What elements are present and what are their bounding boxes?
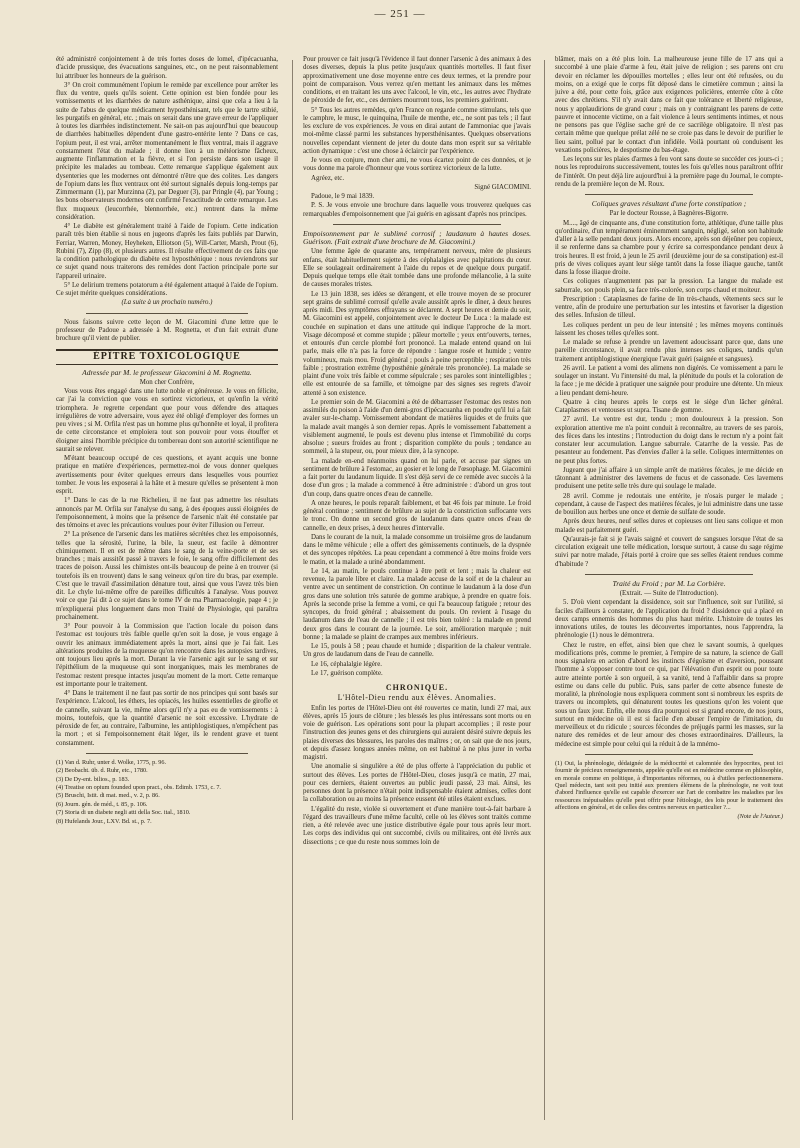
paragraph: 28 avril. Comme je redoutais une entérite, je n'osais purger le malade ; cependant, à cause de l'aspect des matières fécales, je lui administre dans une tasse de bouillon aux herbes une once et demie de sulfate de soude. — [555, 492, 783, 516]
paragraph: Après deux heures, neuf selles dures et copieuses ont lieu sans colique et mon malade est parfaitement guéri. — [555, 518, 783, 534]
paragraph: Quatre à cinq heures après le corps est le siège d'un lâcher général. Cataplasmes et ventouses ut supra. Tisane de gomme. — [555, 398, 783, 414]
footnote: (5) Bruschi, Istit. di mat. med., v. 2, p. 86. — [56, 792, 160, 800]
paragraph: Prescription : Cataplasmes de farine de lin très-chauds, vêtements secs sur le ventre, afin de produire une perturbation sur les intestins et favoriser la digestion des selles. Infusion de tilleul. — [555, 295, 783, 320]
separator — [585, 574, 753, 575]
column-3 — [555, 56, 783, 1116]
continued-note: (La suite à un prochain numéro.) — [121, 299, 213, 307]
paragraph: 4° Le diabète est généralement traité à l'aide de l'opium. Cette indication paraît très bien établie si nous en jugeons d'après les faits publiés par Darwin, Ferriar, Warren, Money, Heyheken, Elliotson (5), Will-Carter, Marsh, Prout (6), Rubini (7), Zipp (8), et plusieurs autres. Il résulte effectivement de ces faits que la condition pathologique du diabète est hyposthénique : nous reviendrons sur ce sujet quand nous traiterons des remèdes dont l'action principale porte sur l'appareil urinaire. — [56, 223, 278, 280]
case-title: Empoisonnement par le sublimé corrosif ; laudanum à hautes doses. Guérison. (Fait extrait d'une brochure de M. Giacomini.) — [303, 228, 531, 246]
paragraph: Les leçons sur les plaies d'armes à feu vont sans doute se succéder ces jours-ci ; nous les reproduirons successivement, toutes les fois qu'elles nous paraîtront offrir de l'intérêt. On peut déjà lire aujourd'hui à la première page du Journal, le compte-rendu de la première leçon de M. Roux. — [555, 156, 783, 188]
footnote: (8) Hufelands Jour., LXV. Bd. st., p. 7. — [56, 817, 152, 825]
paragraph: Une anomalie si singulière a été de plus offerte à l'appréciation du public et surtout des élèves. Les portes de l'Hôtel-Dieu, closes jusqu'à ce matin, 27 mai, pour ces derniers, étaient ouvertes au public jeudi passé, 23 mai. Ainsi, les personnes dont la présence n'était point indispensable étaient admises, celles dont la collaboration ou au moins la présence eussent été utiles étaient exclues. — [303, 763, 531, 804]
footnote-attribution: (Note de l'Auteur.) — [737, 812, 783, 820]
paragraph: M...., âgé de cinquante ans, d'une constitution forte, athlétique, d'une taille plus qu'ordinaire, d'un tempérament éminemment sanguin, négligé, selon son habitude d'aller à la selle pendant deux jours. Alors encore, après son déjeûner peu copieux, il se renferme dans sa chambre pour y écrire sa correspondance pendant deux à trois heures. Il est froid, à jeun le 25 avril (deuxième jour de sa constipation) est-il pris de vives coliques ayant leur siège tantôt dans la fosse iliaque gauche, tantôt dans la fosse iliaque droite. — [555, 219, 783, 276]
section-subtitle: (Extrait. — Suite de l'Introduction). — [619, 590, 719, 597]
footnote: (2) Beobacht. üb. d. Ruhr, etc., 1780. — [56, 767, 148, 775]
paragraph: Les coliques perdent un peu de leur intensité ; les mêmes moyens continués laissent les choses telles qu'elles sont. — [555, 321, 783, 337]
footnote: (6) Journ. gén. de méd., t. 85, p. 106. — [56, 800, 148, 808]
column-divider — [544, 60, 545, 1120]
paragraph: Jugeant que j'ai affaire à un simple arrêt de matières fécales, je me décide en tâtonnant à administrer des lavemens de fucus et de cassonade. Ces lavemens produisent une petite selle très dure qui soulage le malade. — [555, 466, 783, 491]
paragraph: L'égalité du reste, violée si ouvertement et d'une manière tout-à-fait barbare à l'égard des travailleurs d'une même faculté, celle où les élèves sont traités comme rien, a été relevée avec une justice distributive égale pour tous après leur mort. Les corps des individus qui ont succombé, civils ou militaires, ont été livrés aux dissections ; ce que du reste nous sommes loin de — [303, 805, 531, 846]
paragraph: Le 15, pouls à 58 ; peau chaude et humide ; disparition de la chaleur ventrale. Un gros de laudanum dans de l'eau de cannelle. — [303, 643, 531, 659]
paragraph: 4° Dans le traitement il ne faut pas sortir de nos principes qui sont basés sur l'expérience. L'alcool, les éthers, les opiacés, les huiles essentielles de girofle et de cannelle, suivant la vie, même alors qu'il n'y a pas eu de vomissements : à moins, toutefois, que la quantité d'arsenic ne soit excessive. L'hydrate de péroxide de fer, au contraire, l'albumine, les antiphlogistiques, n'empêchent pas la mort ; et si l'empoisonnement était léger, ils le rendent grave et tuent constamment. — [56, 690, 278, 747]
column-2 — [303, 56, 531, 1116]
paragraph: 5° Le delirium tremens potatorum a été également attaqué à l'aide de l'opium. Ce sujet mérite quelques considérations. — [56, 281, 278, 297]
footnote: (1) Van d. Ruhr, unter d. Wolke, 1775, p. 96. — [56, 758, 167, 766]
place-date: Padoue, le 9 mai 1839. — [311, 193, 375, 200]
separator — [585, 754, 753, 755]
paragraph: Le 16, céphalalgie légère. — [311, 660, 382, 668]
postscript: P. S. Je vous envoie une brochure dans laquelle vous trouverez quelques cas remarquables d'empoisonnement que j'ai guéris en agissant d'après nos principes. — [303, 202, 531, 218]
footnote: (1) Oui, la phrénologie, dédaignée de la médiocrité et calomniée des hypocrites, peut ici fournir de précieux renseignements, appelée qu'elle est en médecine comme en philosophie, en morale comme en politique, à d'importantes réformes, ou à d'utiles perfectionnemens. Quel médecin, tant soit peu initié aux premiers élémens de la phrénologie, ne voit tout d'abord l'influence qu'elle est capable d'exercer sur l'art de combattre les maladies par les ressources inépuisables qu'elle peut offrir pour l'étiologie, des lois pour le traitement des affections en général, et de celles des centres nerveux en particulier ?... — [555, 759, 783, 812]
paragraph: Le malade se refuse à prendre un lavement adoucissant parce que, dans une pareille circonstance, il avait rendu plus intenses ses coliques, tandis qu'un traitement antiphlogistique énergique l'avait guéri (saignée et sangsues). — [555, 339, 783, 363]
paragraph: 27 avril. Le ventre est dur, tendu ; mon douloureux à la pression. Son exploration attentive me n'a point conduit à reconnaître, au travers de ses parois, des fèces dans les intestins ; l'introduction du doigt dans le rectum n'y a point fait constater leur accumulation. Langue saburrale. Catarrhe de la vessie. Pas de pesanteur au fondement. Pas d'envies d'aller à la selle. Coliques intermittentes on ne peut plus fortes. — [555, 416, 783, 465]
signature: Signé GIACOMINI. — [474, 183, 531, 191]
footnote: (4) Treatise on opium founded upon pract., obs. Edimb. 1753, c. 7. — [56, 783, 221, 791]
footnote: (3) De Dy-ent. bilios., p. 183. — [56, 775, 130, 783]
paragraph: 5° Tous les autres remèdes, qu'en France on regarde comme stimulans, tels que le camphre, le musc, le quinquina, l'huile de menthe, etc., ne sont pas tels ; il faut les exclure de vos expériences. Je vous en dirai autant de l'ammoniac que j'avais moi-même classé parmi les substances hypersthénisantes. Quelques observations nouvelles cependant viennent de jeter du doute dans mon esprit sur sa véritable action dynamique : c'est une chose à éclaircir par l'expérience. — [303, 106, 531, 155]
paragraph: Le 13 juin 1838, ses idées se dérangent, et elle trouve moyen de se procurer sept grains de sublimé corrosif qu'elle avale aussitôt après le dîner, à deux heures après midi. Des symptômes effrayans se déclarent. A sept heures et demie du soir, M. Giacomini est appelé, conjointement avec le docteur De Luca : la malade est couchée en supination et dans une attitude qui indique l'approche de la mort. Visage décomposé et comme stupide ; pâleur mortelle ; yeux entr'ouverts, ternes, et entourés d'un cercle plombé fort prononcé. La malade entend quand on lui parle, mais elle n'a pas la force de répondre : langue rosée et humide ; ventre volumineux, mais mou. Froid général ; pouls à peine perceptible ; respiration très faible ; prostration extrême (hyposthénie générale très prononcée). La malade se plaint d'une voix très faible et comme sépulcrale ; ses paroles sont inintelligibles ; elle est entourée de sa famille, et témoigne par des signes ses regrets d'avoir attenté à son existence. — [303, 290, 531, 397]
footnote: (7) Storia di un diabete negli atti della Soc. ital., 1810. — [56, 809, 191, 817]
column-1 — [56, 56, 278, 1116]
section-title: Traité du Froid ; par M. La Corbière. — [612, 578, 726, 588]
paragraph: 2° La présence de l'arsenic dans les matières sécrétées chez les empoisonnés, telles que la sérosité, l'urine, la bile, la sueur, est facile à démontrer chimiquement. Il en est de même dans le sang de la veine-porte et de ses branches ; mais aussitôt passé à travers le foie, le sang offre difficilement des traces de poison. Aussi les chimistes ont-ils beaucoup de peine à en trouver (si toutefois ils en trouvent) dans le sang veineux qu'on tire du bras, par exemple. C'est que le travail d'assimilation dénature tout, ainsi que vous l'avez très bien dit. Le chyle lui-même offre de pareilles difficultés à l'analyse. Vous pouvez voir ce que j'ai dit à ce sujet dans le tome IV de ma Pharmacologie, page 4 ; je m'expliquerai plus longuement dans mon Traité de Physiologie, qui paraîtra prochainement. — [56, 531, 278, 621]
paragraph: Vous vous êtes engagé dans une lutte noble et généreuse. Je vous en félicite, car j'ai la conviction que vous en sortirez victorieux, et qu'enfin la vérité triomphera. Je regrette cependant que pour vous défendre des attaques irrégulières de votre adversaire, vous ayez été obligé d'employer des formes un peu vives ; si M. Orfila n'est pas un homme plus qu'honnête et loyal, il profitera de cette circonstance et emploiera tout son pouvoir pour vous étouffer et éloigner ainsi l'horrible précipice du tombereau dont son autorité scientifique ne saurait se relever. — [56, 388, 278, 453]
closing: Agréez, etc. — [311, 174, 345, 182]
paragraph: 1° Dans le cas de la rue Richelieu, il ne faut pas admettre les résultats annoncés par M. Orfila sur l'analyse du sang, à des époques aussi éloignées de l'empoisonnement, à moins que la présence de l'arsenic n'ait été constatée par des témoins et avec les précautions voulues pour éviter l'illusion ou l'erreur. — [56, 497, 278, 529]
section-title: ÉPÎTRE TOXICOLOGIQUE — [56, 349, 278, 364]
paragraph: Pour prouver ce fait jusqu'à l'évidence il faut donner l'arsenic à des animaux à des doses diverses, depuis la plus petite jusqu'aux quantités mortelles. Il faut fixer approximativement une dose moyenne entre ces deux termes, et la prendre pour point de comparaison. Vous verrez qu'en mettant les animaux dans les mêmes conditions, et en traitant les uns avec l'alcool, le vin, etc., les autres avec l'hydrate de péroxide de fer, etc., ces derniers mourront tous, les premiers guériront. — [303, 56, 531, 105]
paragraph: blâmer, mais on a été plus loin. La malheureuse jeune fille de 17 ans qui a succombé à une plaie d'arme à feu, était juive de religion ; ses parens ont cru devoir en réclamer les dépouilles mortelles ; elles leur ont été refusées, ou du moins, on a exigé que le corps fût déposé dans le cimetière commun ; ainsi la juive a été, pour cette fois, grâce aux exigences policières, enterrée côte à côte avec des chrétiens. S'il n'y avait dans ce fait que tolérance et liberté religieuse, nous y applaudirions de grand cœur ; mais on y contraignant les parens de cette pauvre et innocente victime, on a fait violence à leurs sentiments intimes, et nous ne pensons pas que l'église sache gré de ce sacrilège obligatoire. Il n'est pas certain même que quelque prélat zélé ne se croie pas dans le devoir de purifier le lieu saint, pollué par le contact d'un infidèle. Voilà pourtant où conduisent les vexations policières, le despotisme du bas-étage. — [555, 56, 783, 154]
page-number: — 251 — — [374, 8, 426, 20]
paragraph: Le premier soin de M. Giacomini a été de débarrasser l'estomac des restes non assimilés du poison à l'aide d'un demi-gros d'ipécacuanha en poudre qu'il lui a fait avaler sur-le-champ. Vomissement abondant de matières liquides et de fruits que la malade avait mangés à son dernier repas. Après le vomissement l'abattement a visiblement augmenté, le pouls est devenu plus intense et l'immobilité du corps absolue ; sueurs froides au front ; disparition complète du pouls ; tendance au sommeil, à la stupeur, ou, pour mieux dire, à la syncope. — [303, 398, 531, 456]
paragraph: 5. D'où vient cependant la dissidence, soit sur l'influence, soit sur l'utilité, si faciles d'ailleurs à constater, de l'application du froid ? dissidence qui a placé en deux camps ennemis des hommes du plus haut mérite. L'histoire de toutes les innovations utiles, de toutes les découvertes importantes, nous l'apprendra, la phrénologie (1) nous le démontrera. — [555, 599, 783, 640]
intro-paragraph: Nous faisons suivre cette leçon de M. Giacomini d'une lettre que le professeur de Padoue a adressée à M. Rognetta, et d'un fait extrait d'une brochure qu'il vient de publier. — [56, 318, 278, 342]
paragraph: Qu'aurais-je fait si je l'avais saigné et couvert de sangsues lorsque l'état de sa circulation exigeait une telle médication, lorsque surtout, à cause du sage régime suivi par notre malade, j'étais porté à croire que ses selles étaient rendues comme d'habitude ? — [555, 535, 783, 568]
paragraph: Enfin les portes de l'Hôtel-Dieu ont été rouvertes ce matin, lundi 27 mai, aux élèves, après 15 jours de clôture ; les blessés les plus intéressans sont morts ou en voie de guérison. Les opérations sont pour la plupart accomplies ; il reste pour l'instruction des jeunes gens et des chirurgiens qui auraient désiré suivre depuis les plaies diverses des blessures, les paroles des maîtres ; or, on sait que de nos jours, et depuis d'assez longues années même, on est habitué à ne plus jurer in verba magistri. — [303, 704, 531, 761]
paragraph: Je vous en conjure, mon cher ami, ne vous écartez point de ces données, et je vous donne ma parole d'honneur que vous sortirez victorieux de la lutte. — [303, 157, 531, 173]
paragraph: M'étant beaucoup occupé de ces questions, et ayant acquis une bonne pratique en matière d'expériences, permettez-moi de vous donner quelques avertissements pour éviter quelques erreurs dans lesquelles vous pourriez tomber. Je vous les exposerai à la hâte et à mesure qu'elles se présentent à mon esprit. — [56, 455, 278, 495]
column-divider — [292, 60, 293, 1120]
paragraph: 3° On croit communément l'opium le remède par excellence pour arrêter les flux du ventre, quels qu'ils soient. Cette opinion est bien fondée pour les vomissements et les diarrhées de nature asthénique, ainsi que cela a lieu à la suite de l'abus de quelque médicament hyposthénisant, tels que le tartre stibié, les purgatifs en général, etc. ; mais on serait dans une grave erreur de l'appliquer à toutes les diarrhées indistinctement. Ne sait-on pas aujourd'hui que beaucoup de diarrhées habituelles dépendent d'une gastro-entérite lente ? Dans ce cas, l'opium peut, il est vrai, arrêter momentanément le flux ventral, mais il aggrave constamment l'état du malade ; il donne lieu à un météorisme fâcheux, augmente l'inflammation et la fièvre, et si l'on persiste dans son usage il précipite les malades au tombeau. Cette remarque s'applique également aux dysenteries que les modernes ont démontré n'être que des colites. Les dangers de l'opium dans les flux ventraux ont été surtout signalés depuis long-temps par Zimmermann (1), par Murzinna (2), par Deguer (3), par Pringle (4), par Young ; les bons observateurs modernes ont confirmé l'exactitude de cette remarque. Les flux muqueux (leucorrhée, blennorrhée, etc.) rentrent dans la même considération. — [56, 81, 278, 221]
separator — [585, 194, 753, 195]
paragraph: La malade en-end néanmoins quand on lui parle, et accuse par signes un sentiment de brûlure à l'estomac, au gosier et le long de l'œsophage. M. Giacomini a fait porter du laudanum liquide. Il s'est déjà servi de ce remède avec succès à la dose d'un gros ; la malade a commencé à être administrée : d'abord un gros tout d'un coup, dans quatre onces d'eau de cannelle. — [303, 457, 531, 498]
paragraph: Dans le courant de la nuit, la malade consomme un troisième gros de laudanum dans le même véhicule ; elle a offert des gémissements continuels, de la dyspnée et des syncopes répétées. La peau cependant a commencé à être moins froide vers le matin, et la malade a uriné abondamment. — [303, 533, 531, 566]
section-title: Coliques graves résultant d'une forte constipation ; — [591, 199, 747, 208]
separator — [333, 224, 501, 225]
salutation: Mon cher Confrère, — [139, 378, 195, 386]
paragraph: Ces coliques n'augmentent pas par la pression. La langue du malade est saburrale, son pouls plein, sa face très-colorée, son corps chaud et moiteur. — [555, 278, 783, 294]
paragraph: Le 17, guérison complète. — [311, 669, 383, 677]
paragraph: Chez le rustre, en effet, ainsi bien que chez le savant soumis, à quelques modifications près, comme le premier, à l'empire de sa nature, la science de Gall nous signalera en action d'abord les instincts d'égoïsme et d'aversion, poussant l'homme à s'opposer contre tout ce qui, par l'élévation d'un esprit ou pour toute autre atteinte portée à son orgueil, à sa vanité, tend à l'affaiblir dans sa propre estime ou dans celle du public. Puis, sans parler de cette absence funeste de moralité, la phrénologie nous expliquera comment sont si nombreux les esprits de travers ou incomplets, qui dénaturent toutes les questions qu'on les voient que sous un faux jour. Enfin, elle nous dira pourquoi est si grand encore, de nos jours, surtout en médecine où il est si facile d'en abuser l'empire de l'imitation, du merveilleux et du ridicule ; sources fécondes de préjugés parmi les masses, sur la nature des remèdes et de leur amour des choses extraordinaires. D'ailleurs, la médecine est simple pour celui qui la réduit à de la mnémo- — [555, 641, 783, 748]
section-author: Par le docteur Rousse, à Bagnères-Bigorre. — [609, 210, 729, 218]
paragraph: A onze heures, le pouls reparaît faiblement, et bat 46 fois par minute. Le froid général continue ; sentiment de brûlure au sujet de la constriction suffocante vers le tronc. On donne un second gros de laudanum dans quatre onces d'eau de cannelle, en deux prises, à deux heures d'intervalle. — [303, 499, 531, 532]
separator — [86, 313, 248, 314]
paragraph: Une femme âgée de quarante ans, tempérament nerveux, mère de plusieurs enfans, était habituellement sujette à des céphalalgies avec palpitations du cœur. Elle se soulageait ordinairement à l'aide du repos et de quelque doux purgatif. Depuis quelque temps elle était tombée dans une profonde mélancolie, à la suite de causes morales tristes. — [303, 248, 531, 289]
chronique-subtitle: L'Hôtel-Dieu rendu aux élèves. Anomalies. — [337, 693, 497, 703]
separator — [86, 753, 248, 754]
chronique-title: CHRONIQUE. — [385, 683, 449, 692]
paragraph: 3° Pour pouvoir à la Commission que l'action locale du poison dans l'estomac est toujours très faible quelle qu'en soit la dose, je vous engage à ouvrir les animaux immédiatement après la mort, ainsi que je l'ai fait. Les altérations produites de la muqueuse qu'on rencontre dans les autopsies tardives, ont toujours lieu après la mort. Durant la vie l'arsenic agit sur le sang et sur l'épithélium de la muqueuse qui sont inorganiques, mais les membranes de l'estomac restent presque intactes jusqu'au moment de la mort. Cette remarque est importante pour le traitement. — [56, 623, 278, 688]
paragraph: été administré conjointement à de très fortes doses de lomel, d'ipécacuanha, d'acide prussique, des évacuations sanguines, etc., on ne peut raisonnablement lui attribuer les honneurs de la guérison. — [56, 56, 278, 80]
paragraph: Le 14, au matin, le pouls continue à être petit et lent ; mais la chaleur est revenue, la parole libre et claire. La malade accuse de la soif et de la chaleur au ventre avec un sentiment de constriction. On continue le laudanum à la dose d'un gros dans une solution très saturée de gomme arabique, à prendre en quatre fois. Après la seconde prise la femme a vomi, ce qui l'a beaucoup fatiguée ; retour des syncopes, du froid général ; abaissement du pouls. On revient à l'usage du laudanum dans de l'eau de cannelle ; il est très bien toléré : la malade en prend deux gros dans le courant de la journée. Le soir, amélioration marquée ; nuit bonne ; la malade se plaint de crampes aux membres inférieurs. — [303, 567, 531, 641]
paragraph: 26 avril. Le patient a vomi des alimens non digérés. Ce vomissement a paru le soulager un instant. Vu l'intensité du mal, la plénitude du pouls et la coloration de la face ; je me décide à pratiquer une saignée pour produire une détente. Un mieux a lieu pendant demi-heure. — [555, 364, 783, 397]
letter-address: Adressée par M. le professeur Giacomini à M. Rognetta. — [82, 367, 252, 377]
